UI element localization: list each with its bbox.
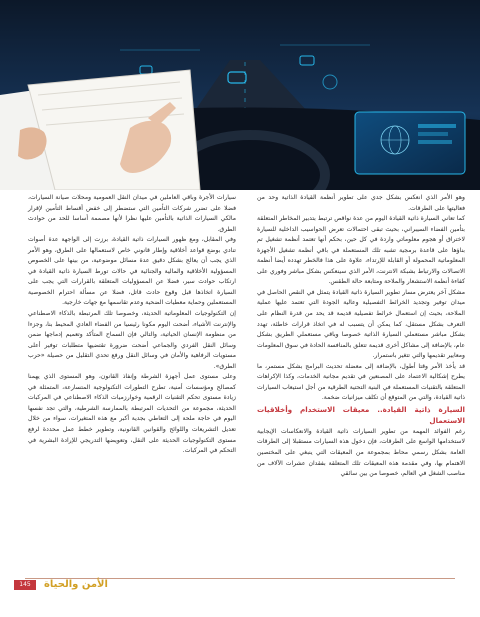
paragraph: وهو الأمر الذي انعكس بشكل جدي على تطوير أنظمة القيادة الذاتية وحد من فعاليتها على الطرقات. [257, 194, 465, 212]
paragraph: قد يأخذ الأمر وقتا أطول، بالإضافة إلى معضلة تحديث البرامج بشكل مستمر، ما يطرح إشكالية الاعتماد على المصنعين في تقديم مجانية الخدمات، وكذا الإكراهات المتعلقة بالتقنيات المستعملة في البنية التحتية الطرقية من أجل استيعاب السيارات ذاتية القيادة، والتي من المتوقع أن تكلف ميزانيات ضخمة. [257, 362, 465, 402]
paragraph: وعلى مستوى عمل أجهزة الشرطة وإنفاذ القانون، وهو المستوى الذي يهمنا كمصالح ومؤسسات أمنية، تطرح التطورات التكنولوجية المتسارعة، المتمثلة في زيادة مستوى تحكم التقنيات الرقمية وخوارزميات الذكاء الاصطناعي في المركبات الحديثة، مجموعة من التحديات المرتبطة بالممارسة الشرطية، والتي تجد نفسها اليوم في حاجة ملحة إلى التعاطي بجدية أكبر مع هذه المتغيرات، سواء من خلال تعديل التشريعات واللوائح والقوانين القانونية، وتطوير خطط عمل محددة لرفع مستوى التكنولوجيات الحديثة على النقل، وتعويضها التدريجي للإرادة البشرية في التحكم في المركبات. [28, 373, 236, 455]
page-number: 145 [14, 580, 36, 590]
section-heading: السيارة ذاتية القيادة.. معيقات الاستخدام وأخلاقيات الاستعمال [257, 404, 465, 426]
magazine-name: الأمن والحياة [44, 579, 108, 590]
article-column-left [28, 193, 236, 457]
paragraph: رغم الفوائد المهمة من تطوير السيارات ذاتية القيادة والانعكاسات الإيجابية لاستخدامها الواسع على الطرقات، فإن دخول هذه السيارات مستقبلا إلى الطرقات العامة بشكل رسمي محاط بمجموعة من المعيقات التي ينبغي على المختصين الاهتمام بها، وفي مقدمة هذه المعيقات تلك المتعلقة بفقدان عشرات الآلاف من مناصب الشغل في العالم، خصوصا من بين سائقي [257, 427, 465, 478]
paragraph: سيارات الأجرة وباقي العاملين في ميدان النقل العمومية ومحلات صيانة السيارات، فضلا على تضرر شركات التأمين التي ستضطر إلى خفض أقساط التأمين لإقرار مالكي السيارات الذاتية بالتأمين عليها نظرا لأنها مصممة أساسا للحد من حوادث الطرق. [28, 194, 236, 233]
paragraph: إن التكنولوجيات المعلوماتية الحديثة، وخصوصا تلك المرتبطة بالذكاء الاصطناعي والإنترنت الأشياء، أضحت اليوم مكونا رئيسيا من الفضاء العادي المحيط بنا، وجزءا من منظومة الإنسان الحياتية، والتالي فإن السماح المتأكد وتعميم إدماجها ضمن وسائل النقل الفردي والجماعي أضحت ضرورة تقتضيها متطلبات توفير أعلى مستويات الرفاهية والأمان في وسائل النقل ورفع تحدي التقليل من حصيلة «حرب الطرق». [28, 310, 236, 370]
paragraph: مشكل آخر يعترض مسار تطوير السيارة ذاتية القيادة يتمثل في النقص الحاصل في ميدان توفير وتجديد الخرائط التفصيلية وعالية الجودة التي تعتمد عليها عملية الملاحة، بحيث إن استعمال خرائط تفصيلية قديمة قد يحد من قدرة النظام على التعرف بشكل مستقل، كما يمكن أن يتسبب له في اتخاذ قرارات خاطئة، تهدد بشكل مباشر مستعملي السيارة الذاتية خصوصا وباقي مستعملي الطريق بشكل عام، بالإضافة إلى مشاكل أخرى قديمة تتعلق بالمنافسة الحادة في سوق المعلومات ومعايير تقديمها والتي تتغير باستمرار. [257, 288, 465, 360]
cover-photo [0, 0, 480, 190]
car-interior-illustration [0, 0, 480, 190]
paragraph: وفي المقابل، ومع ظهور السيارات ذاتية القيادة، برزت إلى الواجهة عدة أصوات تنادي بوضع قواعد أخلاقية وإطار قانوني خاص لاستعمالها على الطرق، وهو الأمر الذي يجب أن يعالج بشكل دقيق عدة مسائل موضوعية، من بينها على الخصوص المسؤولية الأخلاقية والمالية والجنائية في حالات تورط السيارة ذاتية القيادة في ارتكاب حوادث سير، فضلا عن المسؤوليات المتعلقة بالقرارات التي يجب على السيارة اتخاذها قبل وقوع حادث قاتل، فضلا عن مسألة احترام الخصوصية المستعملين وحماية معطيات الضحية وعدم تقاسمها مع جهات خارجية. [28, 236, 236, 307]
article-column-right [257, 193, 465, 480]
paragraph: كما تعاني السيارة ذاتية القيادة اليوم من عدة نواقص ترتبط بتدبير المخاطر المتعلقة بتأمين الفضاء السيبراني، بحيث تبقى احتمالات تعرض الحواسيب الداخلية للسيارة لاختراق أو هجوم معلوماتي واردة في كل حين، بحكم أنها تعتمد أنظمة تشغيل تم بناؤها على قاعدة برمجية تشبه تلك المستعملة في باقي أنظمة تشغيل الأجهزة المعلوماتية المحمولة أو القابلة للإرتداء، علاوة على هذا فالخطر تهدده أيضا أنظمة الاتصالات والارتباط بشبكة الانترنت، الأمر الذي سينعكس بشكل مباشر وفوري على كفاءة أنظمة الاستشعار والملاحة ومتابعة حالة الطقس. [257, 215, 465, 286]
